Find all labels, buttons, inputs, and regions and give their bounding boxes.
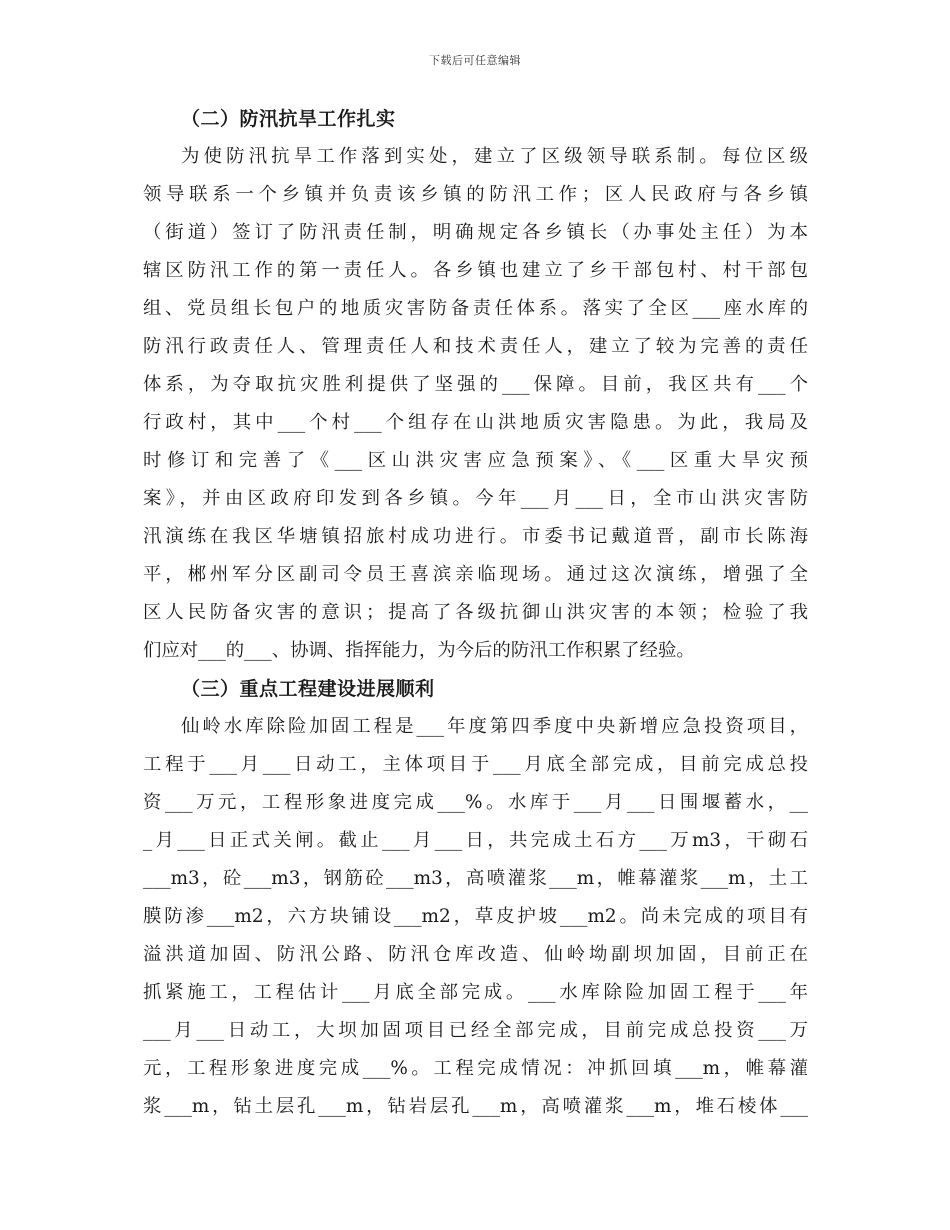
text-line: 案》，并由区政府印发到各乡镇。今年___月___日，全市山洪灾害防	[143, 488, 808, 509]
text-line: （街道）签订了防汛责任制，明确规定各乡镇长（办事处主任）为本	[143, 222, 808, 243]
text-line: 资___万元，工程形象进度完成___%。水库于___月___日围堰蓄水，__	[143, 792, 808, 813]
paragraph-key-projects	[143, 708, 808, 1126]
text-line: 仙岭水库除险加固工程是___年度第四季度中央新增应急投资项目，	[181, 716, 808, 737]
text-line: 汛演练在我区华塘镇招旅村成功进行。市委书记戴道晋，副市长陈海	[143, 526, 808, 547]
text-line: 元，工程形象进度完成___%。工程完成情况：冲抓回填___m，帷幕灌	[143, 1058, 808, 1079]
paragraph-flood-drought	[143, 138, 808, 670]
text-line: 抓紧施工，工程估计___月底全部完成。___水库除险加固工程于___年	[143, 982, 808, 1003]
text-line: 体系，为夺取抗灾胜利提供了坚强的___保障。目前，我区共有___个	[143, 374, 808, 395]
text-line: 行政村，其中___个村___个组存在山洪地质灾害隐患。为此，我局及	[143, 412, 808, 433]
text-line: ___m3，砼___m3，钢筋砼___m3，高喷灌浆___m，帷幕灌浆___m，土工	[143, 868, 808, 889]
text-line: 膜防渗___m2，六方块铺设___m2，草皮护坡___m2。尚未完成的项目有	[143, 906, 808, 927]
text-line: _月___日正式关闸。截止___月___日，共完成土石方___万m3，干砌石	[143, 830, 808, 851]
text-line: 防汛行政责任人、管理责任人和技术责任人，建立了较为完善的责任	[143, 336, 808, 357]
text-line: 区人民防备灾害的意识；提高了各级抗御山洪灾害的本领；检验了我	[143, 602, 808, 623]
section-heading-key-projects: （三）重点工程建设进展顺利	[181, 678, 435, 700]
text-line: 浆___m，钻土层孔___m，钻岩层孔___m，高喷灌浆___m，堆石棱体___	[143, 1096, 808, 1117]
section-heading-flood-drought: （二）防汛抗旱工作扎实	[181, 108, 396, 130]
text-line: 平，郴州军分区副司令员王喜滨亲临现场。通过这次演练，增强了全	[143, 564, 808, 585]
text-line: 工程于___月___日动工，主体项目于___月底全部完成，目前完成总投	[143, 754, 808, 775]
text-line: 溢洪道加固、防汛公路、防汛仓库改造、仙岭坳副坝加固，目前正在	[143, 944, 808, 965]
text-line: 组、党员组长包户的地质灾害防备责任体系。落实了全区___座水库的	[143, 298, 808, 319]
text-line: 们应对___的___、协调、指挥能力，为今后的防汛工作积累了经验。	[143, 640, 695, 661]
document-body	[143, 100, 808, 1126]
page-header: 下载后可任意编辑	[429, 54, 521, 67]
text-line: 时修订和完善了《___区山洪灾害应急预案》、《___区重大旱灾预	[143, 450, 808, 471]
text-line: 为使防汛抗旱工作落到实处，建立了区级领导联系制。每位区级	[181, 146, 808, 167]
text-line: 领导联系一个乡镇并负责该乡镇的防汛工作；区人民政府与各乡镇	[143, 184, 808, 205]
text-line: 辖区防汛工作的第一责任人。各乡镇也建立了乡干部包村、村干部包	[143, 260, 808, 281]
text-line: ___月___日动工，大坝加固项目已经全部完成，目前完成总投资___万	[143, 1020, 808, 1041]
